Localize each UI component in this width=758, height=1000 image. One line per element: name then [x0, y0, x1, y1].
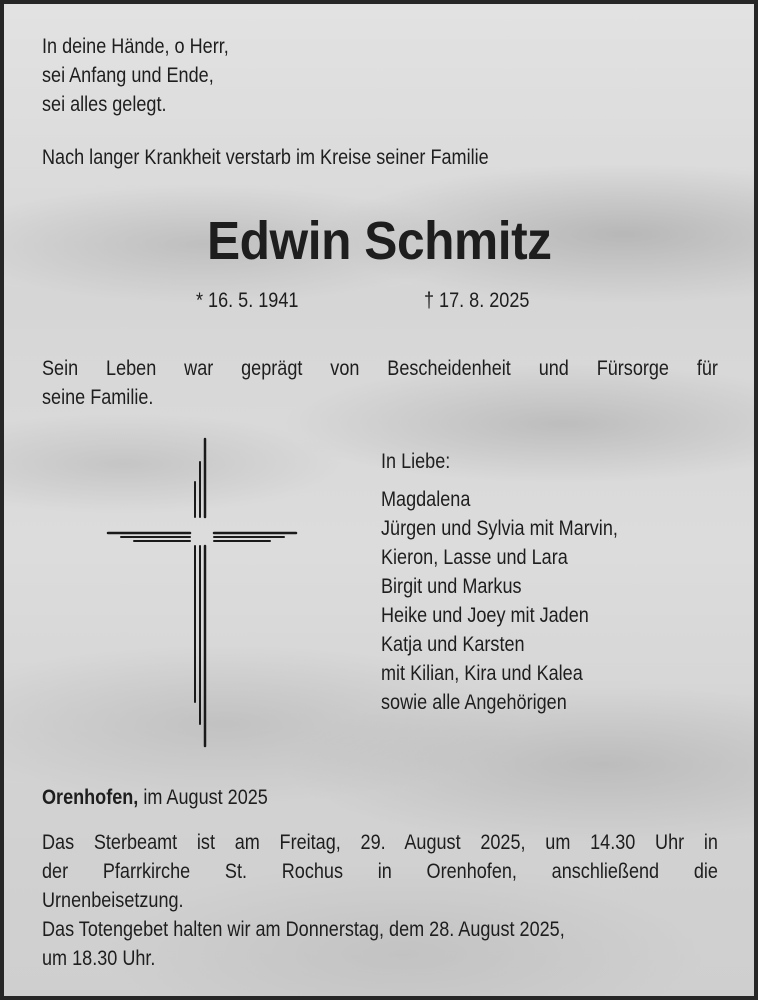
mourners-heading: In Liebe:	[381, 450, 451, 473]
mourner-line: Katja und Karsten	[381, 633, 525, 656]
mourner-line: Birgit und Markus	[381, 575, 522, 598]
service-line: um 18.30 Uhr.	[42, 947, 156, 970]
verse-line: sei Anfang und Ende,	[42, 64, 214, 87]
place: Orenhofen,	[42, 786, 139, 809]
life-text-line: seine Familie.	[42, 386, 154, 409]
date-text: im August 2025	[138, 786, 268, 809]
life-text-line: Sein Leben war geprägt von Bescheidenheit und Fürsorge für	[42, 357, 718, 380]
verse-line: sei alles gelegt.	[42, 93, 167, 116]
service-line: Urnenbeisetzung.	[42, 889, 184, 912]
intro-text: Nach langer Krankheit verstarb im Kreise seiner Familie	[42, 146, 489, 169]
mourner-line: mit Kilian, Kira und Kalea	[381, 662, 583, 685]
mourner-line: Kieron, Lasse und Lara	[381, 546, 568, 569]
birth-date: * 16. 5. 1941	[196, 289, 299, 312]
mourner-line: sowie alle Angehörigen	[381, 691, 567, 714]
service-line: Das Sterbeamt ist am Freitag, 29. August 2025, um 14.30 Uhr in	[42, 831, 718, 854]
mourner-line: Magdalena	[381, 488, 471, 511]
service-line: der Pfarrkirche St. Rochus in Orenhofen, anschließend die	[42, 860, 718, 883]
cross-icon	[102, 434, 302, 754]
death-date: † 17. 8. 2025	[424, 289, 530, 312]
place-date	[42, 783, 268, 812]
verse-line: In deine Hände, o Herr,	[42, 35, 229, 58]
mourner-line: Heike und Joey mit Jaden	[381, 604, 589, 627]
service-line: Das Totengebet halten wir am Donnerstag, dem 28. August 2025,	[42, 918, 565, 941]
deceased-name-text: Edwin Schmitz	[206, 211, 552, 271]
deceased-name	[4, 210, 754, 272]
mourner-line: Jürgen und Sylvia mit Marvin,	[381, 517, 618, 540]
